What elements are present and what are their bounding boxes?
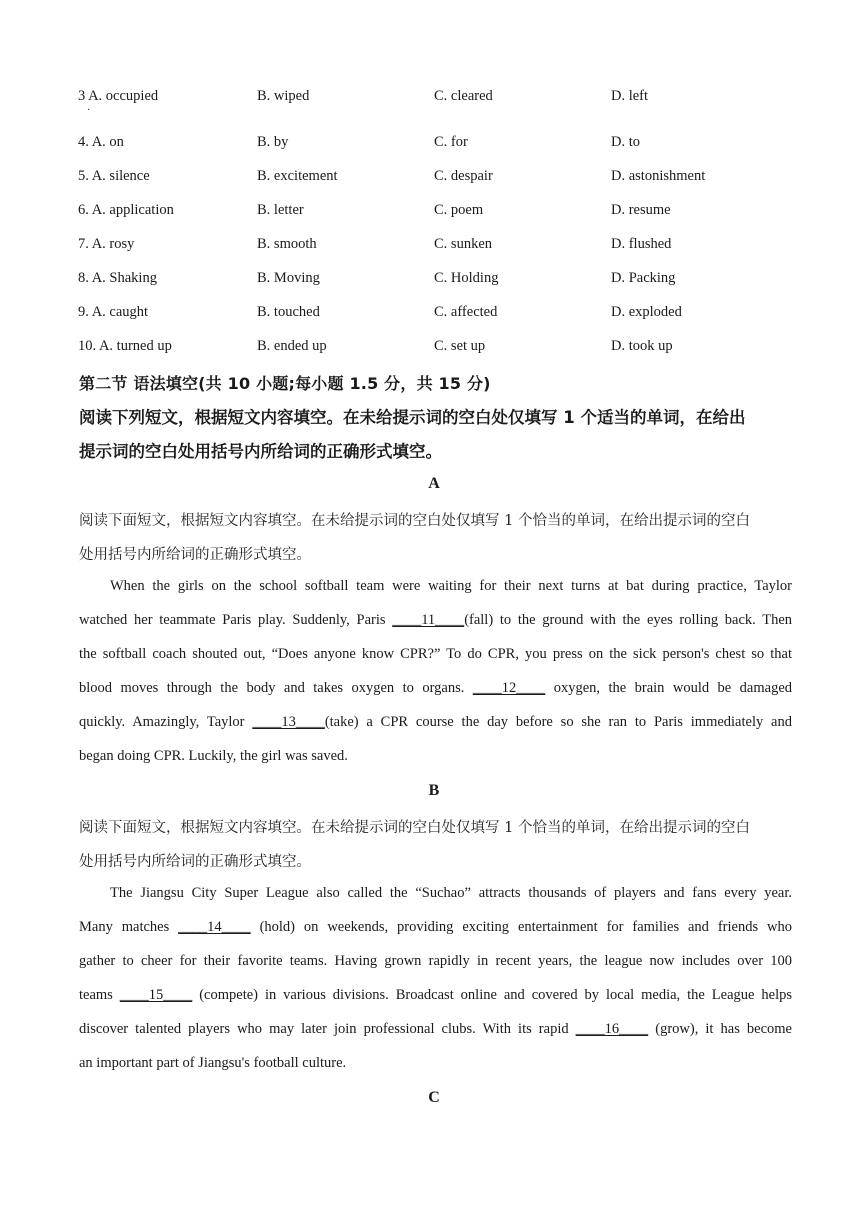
blank-13[interactable]: ____13____	[252, 714, 325, 730]
option-row	[0, 270, 868, 290]
blank-11[interactable]: ____11____	[392, 612, 465, 628]
stray-dot-mark: ·	[87, 105, 91, 116]
option-b: B. wiped	[257, 88, 310, 104]
option-a	[78, 338, 172, 355]
option-a-text: A. turned up	[98, 338, 172, 354]
option-c: C. poem	[434, 202, 484, 218]
passage-a-directions-line-1: 阅读下面短文，根据短文内容填空。在未给提示词的空白处仅填写 1 个恰当的单词，在给出提示词的空白	[79, 513, 750, 529]
option-a-text: A. occupied	[88, 88, 159, 104]
option-a	[78, 304, 148, 321]
option-d: D. to	[611, 134, 640, 150]
option-c: C. sunken	[434, 236, 492, 252]
blank-12[interactable]: ____12____	[472, 680, 546, 696]
option-b: B. excitement	[257, 168, 338, 184]
option-a-text: A. on	[91, 134, 124, 150]
blank-14[interactable]: ____14____	[178, 919, 251, 935]
option-a-text: A. caught	[91, 304, 149, 320]
option-b: B. Moving	[257, 270, 320, 286]
option-row	[0, 304, 868, 324]
option-a	[78, 270, 157, 287]
option-a	[78, 168, 150, 185]
option-row	[0, 338, 868, 358]
option-d: D. Packing	[611, 270, 676, 286]
passage-a-line-1: When the girls on the school softball team were waiting for their next turns at bat during practice, Taylor	[110, 578, 792, 594]
passage-a-line-3: the softball coach shouted out, “Does anyone know CPR?” To do CPR, you press on the sick person's chest so that	[79, 646, 792, 662]
option-c: C. cleared	[434, 88, 493, 104]
passage-b-line-2: Many matches ____14____ (hold) on weekends, providing exciting entertainment for families and friends who	[79, 919, 792, 935]
option-d: D. flushed	[611, 236, 672, 252]
option-a	[78, 236, 134, 253]
option-a	[78, 134, 124, 151]
passage-a-directions-line-2: 处用括号内所给词的正确形式填空。	[79, 547, 311, 563]
passage-a-letter: A	[428, 475, 440, 492]
option-d: D. resume	[611, 202, 671, 218]
option-row	[0, 236, 868, 256]
option-b: B. smooth	[257, 236, 317, 252]
question-number: 4.	[78, 134, 89, 150]
option-c: C. affected	[434, 304, 498, 320]
section-instruction-line-2: 提示词的空白处用括号内所给词的正确形式填空。	[79, 442, 442, 461]
option-c: C. despair	[434, 168, 493, 184]
passage-b-line-4: teams ____15____ (compete) in various divisions. Broadcast online and covered by local media, the League helps	[79, 987, 792, 1003]
option-a-text: A. rosy	[91, 236, 135, 252]
option-b: B. by	[257, 134, 289, 150]
passage-a-line-5: quickly. Amazingly, Taylor ____13____(take) a CPR course the day before so she ran to Paris immediately and	[79, 714, 792, 730]
question-number: 8.	[78, 270, 89, 286]
passage-b-line-1: The Jiangsu City Super League also called the “Suchao” attracts thousands of players and fans every year.	[110, 885, 792, 901]
option-d: D. left	[611, 88, 649, 104]
passage-b-letter: B	[428, 782, 440, 799]
option-a	[78, 88, 158, 105]
section-instruction-line-1: 阅读下列短文，根据短文内容填空。在未给提示词的空白处仅填写 1 个适当的单词，在给出	[79, 408, 746, 427]
option-row	[0, 168, 868, 188]
option-a	[78, 202, 174, 219]
option-d: D. took up	[611, 338, 673, 354]
question-number: 7.	[78, 236, 89, 252]
passage-b-line-3: gather to cheer for their favorite teams. Having grown rapidly in recent years, the league now includes over 100	[79, 953, 792, 969]
option-a-text: A. silence	[91, 168, 150, 184]
option-c: C. Holding	[434, 270, 499, 286]
option-row	[0, 202, 868, 222]
blank-15[interactable]: ____15____	[119, 987, 193, 1003]
passage-a-line-6: began doing CPR. Luckily, the girl was saved.	[79, 748, 348, 764]
passage-b-line-5: discover talented players who may later join professional clubs. With its rapid ____16____ (grow), it has become	[79, 1021, 792, 1037]
option-row	[0, 88, 868, 108]
question-number: 3	[78, 88, 86, 104]
option-b: B. touched	[257, 304, 320, 320]
passage-c-letter: C	[428, 1089, 440, 1106]
option-b: B. letter	[257, 202, 304, 218]
question-number: 5.	[78, 168, 89, 184]
option-a-text: A. Shaking	[91, 270, 157, 286]
option-d: D. exploded	[611, 304, 682, 320]
blank-16[interactable]: ____16____	[575, 1021, 649, 1037]
section-heading: 第二节 语法填空(共 10 小题;每小题 1.5 分，共 15 分)	[79, 374, 491, 393]
question-number: 10.	[78, 338, 97, 354]
question-number: 9.	[78, 304, 89, 320]
passage-b-directions-line-2: 处用括号内所给词的正确形式填空。	[79, 854, 311, 870]
option-row	[0, 134, 868, 154]
question-number: 6.	[78, 202, 89, 218]
option-c: C. set up	[434, 338, 486, 354]
passage-a-line-4: blood moves through the body and takes oxygen to organs. ____12____ oxygen, the brain would be damaged	[79, 680, 792, 696]
passage-b-line-6: an important part of Jiangsu's football culture.	[79, 1055, 347, 1071]
option-b: B. ended up	[257, 338, 327, 354]
option-d: D. astonishment	[611, 168, 706, 184]
option-c: C. for	[434, 134, 468, 150]
passage-b-directions-line-1: 阅读下面短文，根据短文内容填空。在未给提示词的空白处仅填写 1 个恰当的单词，在给出提示词的空白	[79, 820, 750, 836]
option-a-text: A. application	[91, 202, 174, 218]
passage-a-line-2: watched her teammate Paris play. Suddenly, Paris ____11____(fall) to the ground with the eyes rolling back. Then	[79, 612, 792, 628]
